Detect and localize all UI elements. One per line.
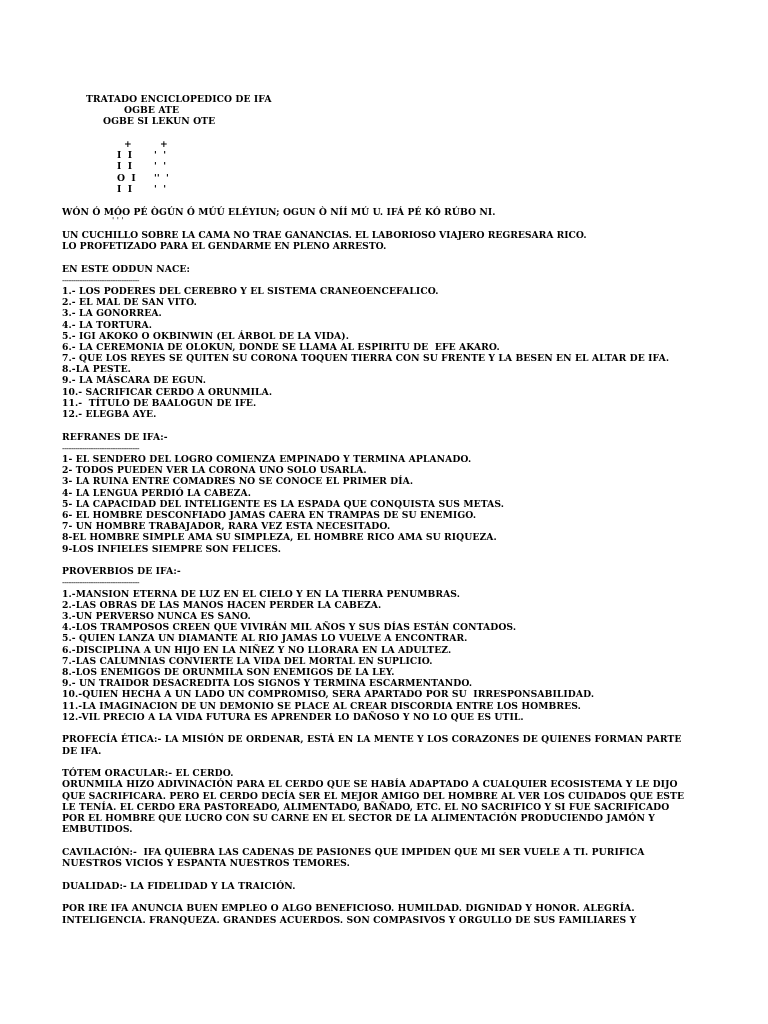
list-item: 2- TODOS PUEDEN VER LA CORONA UNO SOLO USARLA. (62, 465, 367, 477)
signature-row (62, 150, 742, 161)
section-rule: ----------------------------------- (62, 275, 140, 285)
signature-left-mark: + (124, 139, 132, 151)
spacer (62, 195, 742, 207)
signature-left-mark: I I (117, 161, 132, 173)
list-item: 12.- ELEGBA AYE. (62, 409, 157, 421)
list-item: 1.-MANSION ETERNA DE LUZ EN EL CIELO Y EN LA TIERRA PENUMBRAS. (62, 588, 461, 600)
totem-line: POR EL HOMBRE QUE LUCRO CON SU CARNE EN EL SECTOR DE LA ALIMENTACIÓN PRODUCIENDO JAMÓN Y (62, 813, 655, 825)
signature-row (62, 139, 742, 150)
profecia-line: PROFECÍA ÉTICA:- LA MISIÓN DE ORDENAR, ESTÁ EN LA MENTE Y LOS CORAZONES DE QUIENES FORMAN PARTE (62, 734, 682, 746)
section-rule: ----------------------------------- (62, 578, 140, 588)
por-ire-line: POR IRE IFA ANUNCIA BUEN EMPLEO O ALGO BENEFICIOSO. HUMILDAD. DIGNIDAD Y HONOR. ALEGRÍA. (62, 903, 635, 915)
odu-name: OGBE ATE (124, 105, 180, 117)
signature-right-mark: ' ' (154, 161, 167, 173)
spacer (62, 723, 742, 735)
spacer (62, 128, 742, 140)
spacer (62, 420, 742, 432)
list-item: 10.-QUIEN HECHA A UN LADO UN COMPROMISO, SERA APARTADO POR SU IRRESPONSABILIDAD. (62, 689, 595, 701)
list-item: 5.- QUIEN LANZA UN DIAMANTE AL RIO JAMAS LO VUELVE A ENCONTRAR. (62, 633, 468, 645)
odu-subtitle: OGBE SI LEKUN OTE (103, 116, 216, 128)
list-item: 10.- SACRIFICAR CERDO A ORUNMILA. (62, 386, 273, 398)
signature-left-mark: O I (117, 172, 136, 184)
nace-list (62, 286, 742, 420)
signature-row (62, 161, 742, 172)
list-item: 9.- LA MÁSCARA DE EGUN. (62, 375, 207, 387)
cavilacion-line: CAVILACIÓN:- IFA QUIEBRA LAS CADENAS DE PASIONES QUE IMPIDEN QUE MI SER VUELE A TI. PURIFICA (62, 846, 645, 858)
signature-left-mark: I I (117, 183, 132, 195)
totem-line: LE TENÍA. EL CERDO ERA PASTOREADO, ALIMENTADO, BAÑADO, ETC. EL NO SACRIFICO Y SI FUE SACRIFICADO (62, 801, 670, 813)
list-item: 9.- UN TRAIDOR DESACREDITA LOS SIGNOS Y TERMINA ESCARMENTANDO. (62, 678, 473, 690)
odu-signature (62, 139, 742, 195)
signature-row (62, 173, 742, 184)
list-item: 1- EL SENDERO DEL LOGRO COMIENZA EMPINADO Y TERMINA APLANADO. (62, 454, 472, 466)
spacer (62, 869, 742, 881)
tone-marks (62, 215, 742, 229)
spacer (62, 252, 742, 264)
list-item: 8-EL HOMBRE SIMPLE AMA SU SIMPLEZA, EL HOMBRE RICO AMA SU RIQUEZA. (62, 532, 497, 544)
list-item: 4.-LOS TRAMPOSOS CREEN QUE VIVIRÁN MIL AÑOS Y SUS DÍAS ESTÁN CONTADOS. (62, 622, 517, 634)
section-heading-proverbios: PROVERBIOS DE IFA:- (62, 566, 181, 578)
spacer (62, 555, 742, 567)
document-page (62, 94, 742, 926)
list-item: 4- LA LENGUA PERDIÓ LA CABEZA. (62, 487, 251, 499)
signature-right-mark: ' ' (154, 150, 167, 162)
por-ire-line: INTELIGENCIA. FRANQUEZA. GRANDES ACUERDOS. SON COMPASIVOS Y ORGULLO DE SUS FAMILIARES Y (62, 914, 637, 926)
document-title: TRATADO ENCICLOPEDICO DE IFA (86, 94, 272, 105)
totem-line: ORUNMILA HIZO ADIVINACIÓN PARA EL CERDO QUE SE HABÍA ADAPTADO A CUALQUIER ECOSISTEMA Y LE DIJO (62, 779, 678, 791)
list-item: 6.-DISCIPLINA A UN HIJO EN LA NIÑEZ Y NO LLORARA EN LA ADULTEZ. (62, 644, 452, 656)
list-item: 1.- LOS PODERES DEL CEREBRO Y EL SISTEMA CRANEOENCEFALICO. (62, 285, 439, 297)
list-item: 3.- LA GONORREA. (62, 308, 162, 320)
dualidad-line: DUALIDAD:- LA FIDELIDAD Y LA TRAICIÓN. (62, 880, 296, 892)
invocation-text: WÓN Ó MÓO PÉ ÒGÚN Ó MÚÚ ELÉYIUN; OGUN Ò NÍÍ MÚ U. IFÁ PÉ KÓ RÚBO NI. (62, 206, 496, 218)
list-item: 3.-UN PERVERSO NUNCA ES SANO. (62, 611, 251, 623)
section-rule: ----------------------------------- (62, 443, 140, 453)
profecia-line: DE IFA. (62, 745, 102, 757)
list-item: 8.-LA PESTE. (62, 364, 131, 376)
signature-row (62, 184, 742, 195)
list-item: 9-LOS INFIELES SIEMPRE SON FELICES. (62, 543, 282, 555)
spacer (62, 757, 742, 769)
list-item: 2.-LAS OBRAS DE LAS MANOS HACEN PERDER LA CABEZA. (62, 599, 382, 611)
list-item: 6- EL HOMBRE DESCONFIADO JAMAS CAERA EN TRAMPAS DE SU ENEMIGO. (62, 510, 477, 522)
tone-mark-row: ' ' ' (112, 215, 124, 225)
list-item: 7.- QUE LOS REYES SE QUITEN SU CORONA TOQUEN TIERRA CON SU FRENTE Y LA BESEN EN EL ALTAR DE IFA. (62, 353, 670, 365)
signature-right-mark: + (160, 139, 168, 151)
signature-right-mark: ' ' (154, 183, 167, 195)
section-heading-nace: EN ESTE ODDUN NACE: (62, 263, 190, 275)
list-item: 8.-LOS ENEMIGOS DE ORUNMILA SON ENEMIGOS DE LA LEY. (62, 666, 395, 678)
spacer (62, 892, 742, 904)
section-heading-refranes: REFRANES DE IFA:- (62, 431, 168, 443)
totem-line: TÓTEM ORACULAR:- EL CERDO. (62, 768, 234, 780)
list-item: 2.- EL MAL DE SAN VITO. (62, 297, 197, 309)
list-item: 7- UN HOMBRE TRABAJADOR, RARA VEZ ESTA NECESITADO. (62, 521, 391, 533)
list-item: 11.- TÍTULO DE BAALOGUN DE IFE. (62, 397, 257, 409)
list-item: 11.-LA IMAGINACION DE UN DEMONIO SE PLACE AL CREAR DISCORDIA ENTRE LOS HOMBRES. (62, 700, 581, 712)
signature-right-mark: '' ' (154, 172, 169, 184)
proverbios-list (62, 589, 742, 723)
list-item: 6.- LA CEREMONIA DE OLOKUN, DONDE SE LLAMA AL ESPIRITU DE EFE AKARO. (62, 341, 500, 353)
list-item: 4.- LA TORTURA. (62, 319, 153, 331)
list-item: 3- LA RUINA ENTRE COMADRES NO SE CONOCE EL PRIMER DÍA. (62, 476, 414, 488)
cavilacion-line: NUESTROS VICIOS Y ESPANTA NUESTROS TEMORES. (62, 858, 350, 870)
list-item: 5.- IGI AKOKO O OKBINWIN (EL ÁRBOL DE LA VIDA). (62, 330, 350, 342)
list-item: 5- LA CAPACIDAD DEL INTELIGENTE ES LA ESPADA QUE CONQUISTA SUS METAS. (62, 498, 505, 510)
totem-line: QUE SACRIFICARA. PERO EL CERDO DECÍA SER EL MEJOR AMIGO DEL HOMBRE AL VER LOS CUIDADOS QUE ESTE (62, 790, 685, 802)
list-item: 7.-LAS CALUMNIAS CONVIERTE LA VIDA DEL MORTAL EN SUPLICIO. (62, 655, 433, 667)
intro-paragraph: UN CUCHILLO SOBRE LA CAMA NO TRAE GANANCIAS. EL LABORIOSO VIAJERO REGRESARA RICO. LO PROFETIZADO PARA EL GENDARME EN PLENO ARRESTO. (62, 229, 587, 252)
refranes-list (62, 454, 742, 555)
signature-left-mark: I I (117, 150, 132, 162)
spacer (62, 835, 742, 847)
list-item: 12.-VIL PRECIO A LA VIDA FUTURA ES APRENDER LO DAÑOSO Y NO LO QUE ES UTIL. (62, 711, 524, 723)
totem-line: EMBUTIDOS. (62, 824, 133, 836)
